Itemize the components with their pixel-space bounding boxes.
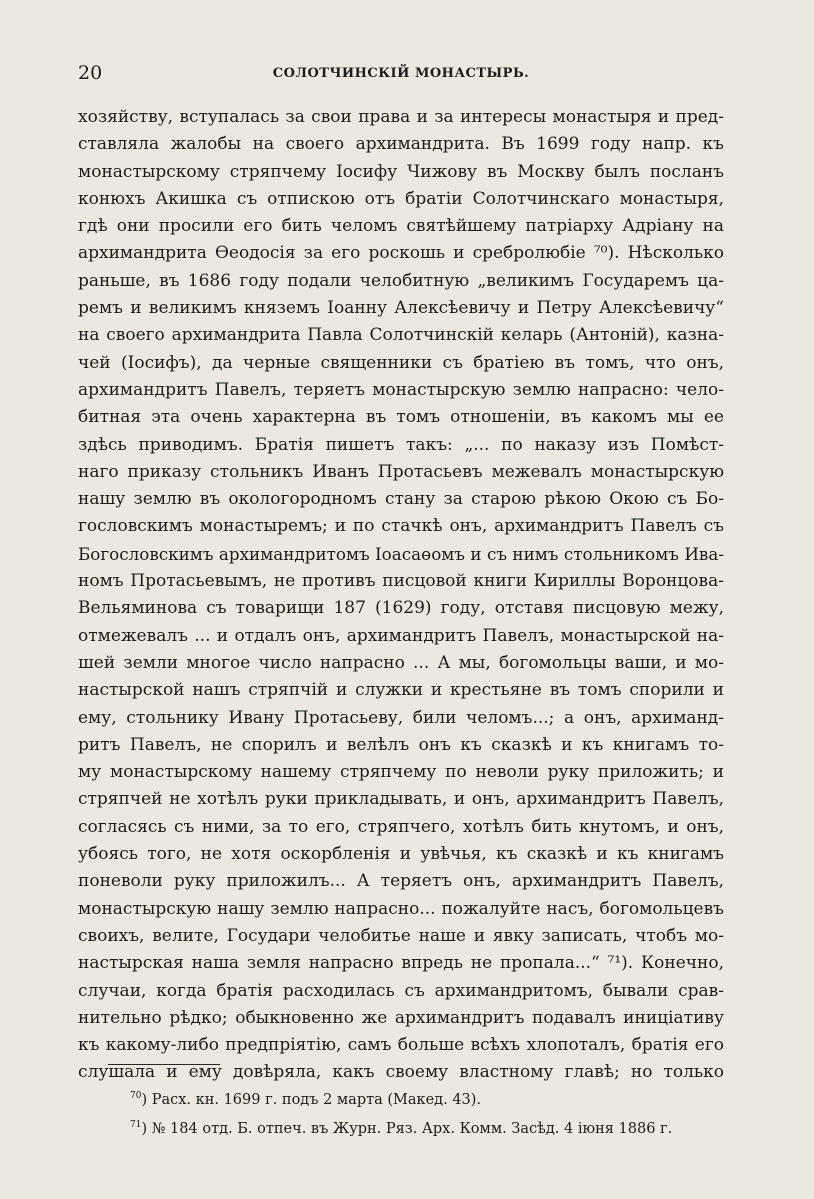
footnote	[78, 1084, 724, 1113]
footnote	[78, 1113, 724, 1142]
footnote-mark: 70	[130, 1091, 142, 1101]
text-line: Богословскимъ архимандритомъ Іоасаөомъ и съ нимъ стольникомъ Ива-	[78, 543, 724, 564]
text-line: здѣсь приводимъ. Братія пишетъ такъ: „... по наказу изъ Помѣст-	[78, 434, 724, 455]
text-line: слушала и ему довѣряла, какъ своему властному главѣ; но только	[78, 1062, 724, 1083]
running-title: СОЛОТЧИНСКІЙ МОНАСТЫРЬ.	[272, 66, 530, 81]
footnote-text: ) Расх. кн. 1699 г. подъ 2 марта (Макед. 43).	[141, 1091, 482, 1108]
text-line: гдѣ они просили его бить челомъ святѣйшему патріарху Адріану на	[78, 216, 724, 237]
text-line: своихъ, велите, Государи челобитье наше и явку записать, чтобъ мо-	[78, 925, 724, 946]
text-line: ставляла жалобы на своего архимандрита. Въ 1699 году напр. къ	[78, 134, 724, 155]
text-line: конюхъ Акишка съ отпискою отъ братіи Солотчинскаго монастыря,	[78, 188, 724, 209]
text-line: случаи, когда братія расходилась съ архимандритомъ, бывали срав-	[78, 980, 724, 1001]
text-line: нительно рѣдко; обыкновенно же архимандритъ подавалъ иниціативу	[78, 1007, 724, 1028]
text-line: отмежевалъ ... и отдалъ онъ, архимандритъ Павелъ, монастырской на-	[78, 625, 724, 646]
text-line: му монастырскому нашему стряпчему по неволи руку приложить; и	[78, 762, 724, 783]
text-line: битная эта очень характерна въ томъ отношеніи, въ какомъ мы ее	[78, 407, 724, 428]
text-line: шей земли многое число напрасно ... А мы, богомольцы ваши, и мо-	[78, 652, 724, 673]
page-header	[78, 62, 724, 88]
page-number: 20	[78, 62, 103, 84]
text-line: наго приказу стольникъ Иванъ Протасьевъ межевалъ монастырскую	[78, 461, 724, 482]
text-line: монастырскому стряпчему Іосифу Чижову въ Москву былъ посланъ	[78, 161, 724, 182]
footnote-mark: 71	[130, 1119, 142, 1130]
footnote-rule	[108, 1064, 220, 1065]
text-line: къ какому-либо предпріятію, самъ больше всѣхъ хлопоталъ, братія его	[78, 1035, 724, 1056]
text-line: гословскимъ монастыремъ; и по стачкѣ онъ, архимандритъ Павелъ съ	[78, 516, 724, 537]
text-line: монастырскую нашу землю напрасно... пожалуйте насъ, богомольцевъ	[78, 898, 724, 919]
text-line: на своего архимандрита Павла Солотчинскій келарь (Антоній), казна-	[78, 325, 724, 346]
text-line: номъ Протасьевымъ, не противъ писцовой книги Кириллы Воронцова-	[78, 571, 724, 592]
footnote-text: ) № 184 отд. Б. отпеч. въ Журн. Ряз. Арх. Комм. Засѣд. 4 іюня 1886 г.	[141, 1120, 673, 1137]
text-line: согласясь съ ними, за то его, стряпчего, хотѣлъ бить кнутомъ, и онъ,	[78, 816, 724, 837]
text-line: настырской нашъ стряпчій и служки и крестьяне въ томъ спорили и	[78, 680, 724, 701]
text-line: поневоли руку приложилъ... А теряетъ онъ, архимандритъ Павелъ,	[78, 871, 724, 892]
text-line: убоясь того, не хотя оскорбленія и увѣчья, къ сказкѣ и къ книгамъ	[78, 844, 724, 865]
text-line: архимандритъ Павелъ, теряетъ монастырскую землю напрасно: чело-	[78, 379, 724, 400]
text-line: нашу землю въ окологородномъ стану за старою рѣкою Окою съ Бо-	[78, 489, 724, 510]
text-line: Вельяминова съ товарищи 187 (1629) году, отставя писцовую межу,	[78, 598, 724, 619]
text-line: стряпчей не хотѣлъ руки прикладывать, и онъ, архимандритъ Павелъ,	[78, 789, 724, 810]
text-line: архимандрита Өеодосія за его роскошь и сребролюбіе ⁷⁰). Нѣсколько	[78, 243, 724, 264]
text-line: ремъ и великимъ княземъ Іоанну Алексѣевичу и Петру Алексѣевичу“	[78, 298, 724, 319]
text-line: ритъ Павелъ, не спорилъ и велѣлъ онъ къ сказкѣ и къ книгамъ то-	[78, 734, 724, 755]
body-text	[78, 104, 724, 1087]
footnotes	[78, 1084, 724, 1142]
text-line: чей (Іосифъ), да черные священники съ братіею въ томъ, что онъ,	[78, 352, 724, 373]
text-line: настырская наша земля напрасно впредь не пропала...“ ⁷¹). Конечно,	[78, 953, 724, 974]
text-line: раньше, въ 1686 году подали челобитную „великимъ Государемъ ца-	[78, 270, 724, 291]
text-line: ему, стольнику Ивану Протасьеву, били челомъ...; а онъ, архиманд-	[78, 707, 724, 728]
text-line: хозяйству, вступалась за свои права и за интересы монастыря и пред-	[78, 107, 724, 127]
